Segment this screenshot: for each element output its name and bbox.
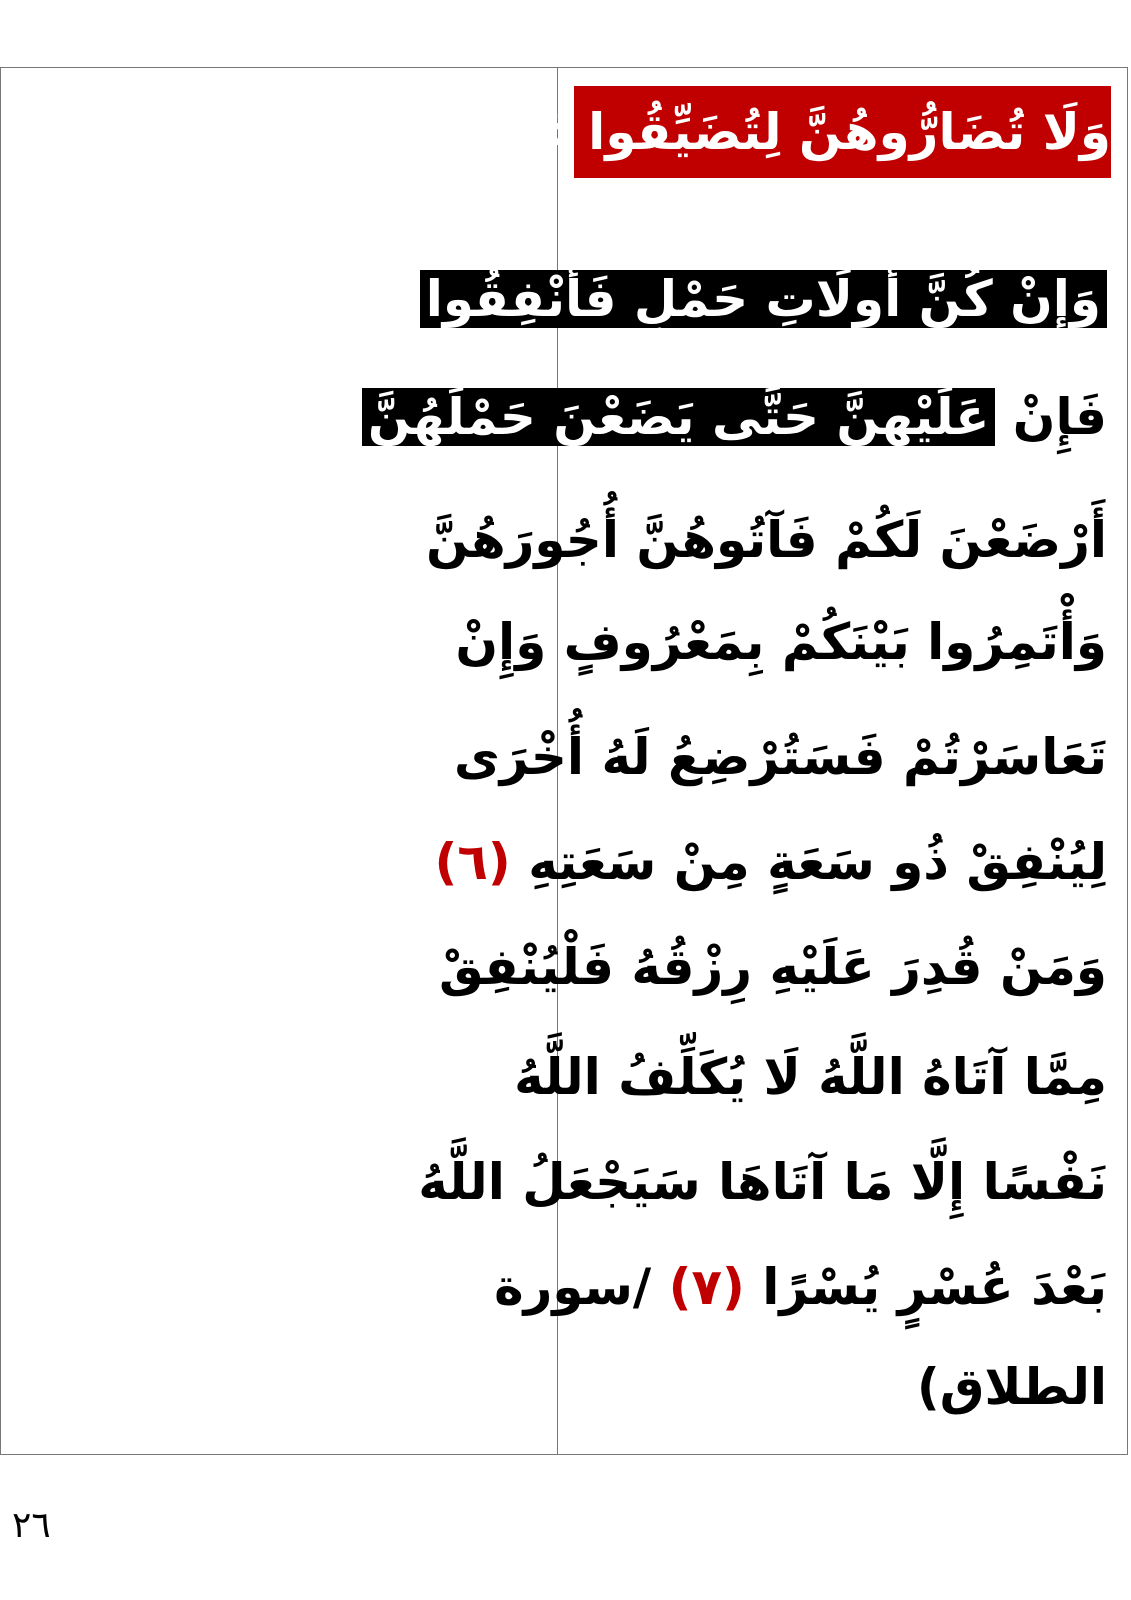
verse-line-8: مِمَّا آتَاهُ اللَّهُ لَا يُكَلِّفُ اللَّهُ — [514, 1048, 1107, 1106]
verse-number: (٦) — [434, 833, 511, 891]
surah-reference: /سورة — [494, 1258, 652, 1316]
verse-text: بَعْدَ عُسْرٍ يُسْرًا — [762, 1258, 1107, 1316]
verse-line-5: تَعَاسَرْتُمْ فَسَتُرْضِعُ لَهُ أُخْرَى — [453, 728, 1107, 786]
verse-line-10 — [494, 1258, 1107, 1316]
verse-column — [367, 68, 1127, 1454]
verse-text: لِيُنْفِقْ ذُو سَعَةٍ مِنْ سَعَتِهِ — [528, 833, 1107, 891]
verse-number: (٧) — [668, 1258, 745, 1316]
highlighted-text: عَلَيْهِنَّ حَتَّى يَضَعْنَ حَمْلَهُنَّ — [362, 388, 995, 446]
verse-line-7: وَمَنْ قُدِرَ عَلَيْهِ رِزْقُهُ فَلْيُنْفِقْ — [438, 938, 1107, 996]
content-table — [0, 67, 1128, 1455]
verse-line-1 — [425, 270, 1107, 328]
verse-line-6 — [434, 833, 1107, 891]
verse-line-4: وَأْتَمِرُوا بَيْنَكُمْ بِمَعْرُوفٍ وَإِنْ — [455, 613, 1107, 671]
verse-line-9: نَفْسًا إِلَّا مَا آتَاهَا سَيَجْعَلُ اللَّهُ — [418, 1153, 1107, 1211]
verse-heading: وَلَا تُضَارُّوهُنَّ لِتُضَيِّقُوا عَلَيْهِنَّ — [574, 86, 1111, 178]
verse-line-2 — [367, 388, 1107, 446]
page-number: ٢٦ — [12, 1505, 51, 1546]
highlighted-text: وَإِنْ كُنَّ أُولَاتِ حَمْلٍ فَأَنْفِقُوا — [420, 270, 1107, 328]
verse-text: فَإِنْ — [1012, 388, 1107, 446]
verse-line-3: أَرْضَعْنَ لَكُمْ فَآتُوهُنَّ أُجُورَهُنَّ — [425, 511, 1107, 569]
verse-line-11: الطلاق) — [916, 1358, 1107, 1416]
